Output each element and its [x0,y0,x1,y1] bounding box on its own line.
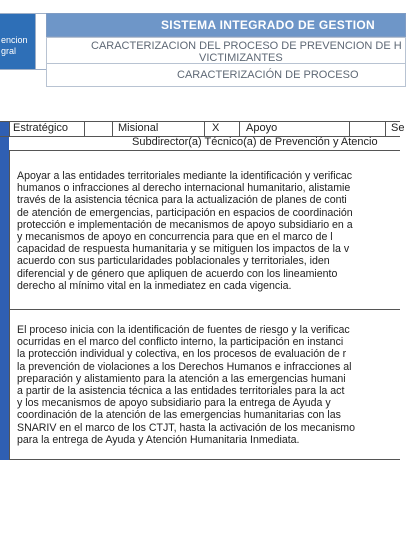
entity-logo [0,13,36,70]
logo-frame [34,13,46,70]
type-support: Apoyo [239,122,349,136]
section-marker [0,150,9,310]
objective-text: Apoyar a las entidades territoriales mediante la identificación y verificac humanos o infracciones al derecho internacional humanitario, alistamie través de la asistencia técnica para la actualización de planes de conti de atención de emergencias, participación en espacios de coordinación protección e implementación de mecanismos de apoyo subsidiario en a y mecanismos de apoyo en concurrencia para que en el marco de l capacidad de respuesta humanitaria y se mitiguen los impactos de la v acuerdo con sus particularidades poblacionales y territoriales, iden diferencial y de género que apliquen de acuerdo con los lineamiento derecho al mínimo vital en la inmediatez en cada vigencia. [17,170,353,292]
type-misional: Misional [112,122,204,136]
process-title-line2: VICTIMIZANTES [199,52,283,64]
type-strategic-mark [84,122,112,136]
section-marker [0,310,9,460]
objective-section [9,150,400,310]
type-support-mark [349,122,385,136]
document-subtitle: CARACTERIZACIÓN DE PROCESO [46,64,406,87]
type-strategic: Estratégico [9,122,84,136]
responsible-text: Subdirector(a) Técnico(a) de Prevención y Atencio [132,136,378,148]
type-misional-mark: X [204,122,239,136]
type-other: Se [385,122,400,136]
process-title-line1: CARACTERIZACION DEL PROCESO DE PREVENCION DE H [91,40,402,52]
scope-text: El proceso inicia con la identificación de fuentes de riesgo y la verificac ocurridas en el marco del conflicto interno, la participación en instanci la protección individual y colectiva, en los procesos de evaluación de r la prevención de violaciones a los Derechos Humanos e infracciones al preparación y alistamiento para la atención a las emergencias humani a partir de la asistencia técnica a las entidades territoriales para la act y los mecanismos de apoyo subsidiario para la entrega de Ayuda y coordinación de la atención de las emergencias humanitarias con las SNARIV en el marco de los CTJT, hasta la activación de los mecanismo para la entrega de Ayuda y Atención Humanitaria Inmediata. [17,324,355,446]
scope-section [9,310,400,460]
responsible-row [0,135,400,151]
document-header [0,0,400,96]
process-title [46,37,406,64]
system-title: SISTEMA INTEGRADO DE GESTION [46,13,406,37]
logo-text: encion gral [1,35,28,56]
